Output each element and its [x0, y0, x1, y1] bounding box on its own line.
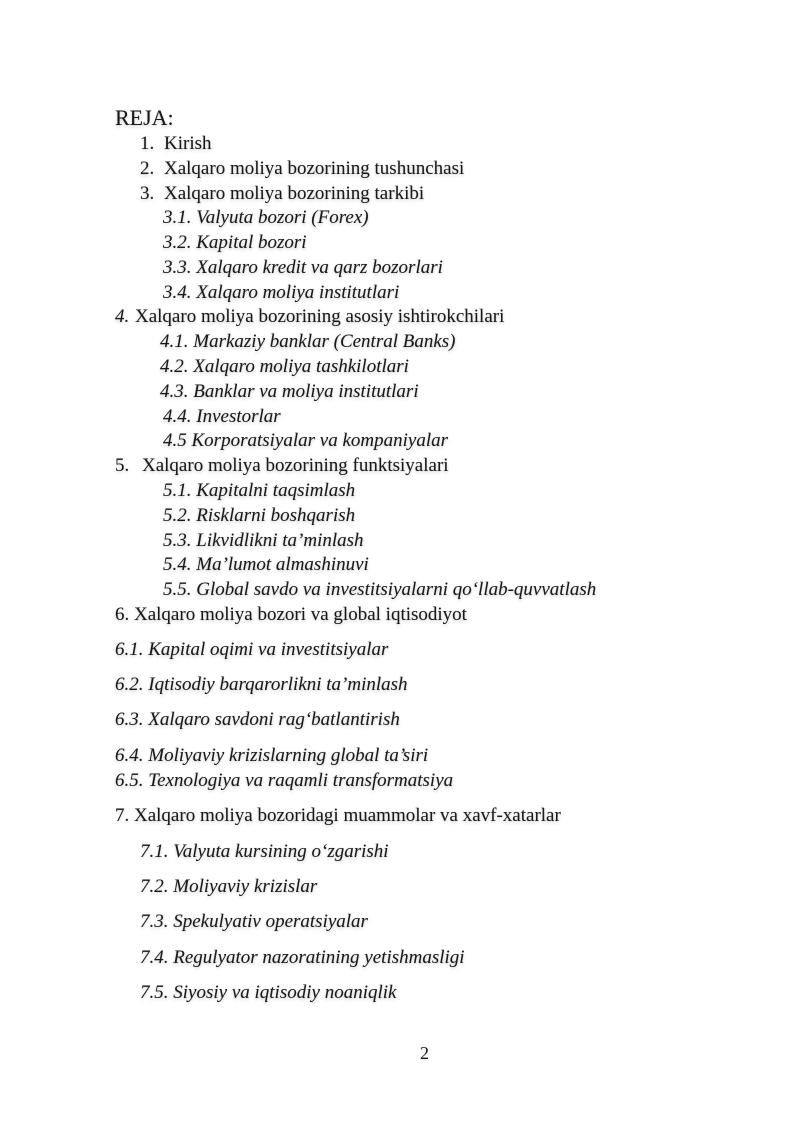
- toc-subitem-4-1: 4.1. Markaziy banklar (Central Banks): [160, 331, 456, 352]
- toc-subitem-7-1: 7.1. Valyuta kursining o‘zgarishi: [140, 841, 389, 862]
- toc-subitem-5-3: 5.3. Likvidlikni ta’minlash: [163, 530, 364, 551]
- toc-subitem-3-4: 3.4. Xalqaro moliya institutlari: [163, 282, 400, 303]
- toc-item-4: [115, 305, 504, 329]
- toc-subitem-5-4: 5.4. Ma’lumot almashinuvi: [163, 554, 369, 575]
- toc-item-2: [140, 157, 464, 181]
- toc-subitem-6-2: 6.2. Iqtisodiy barqarorlikni ta’minlash: [115, 674, 408, 695]
- toc-number: 2.: [140, 158, 155, 179]
- toc-subitem-5-2: 5.2. Risklarni boshqarish: [163, 505, 356, 526]
- page-number: 2: [420, 1043, 429, 1063]
- toc-subitem-6-3: 6.3. Xalqaro savdoni rag‘batlantirish: [115, 709, 400, 730]
- toc-subitem-4-3: 4.3. Banklar va moliya institutlari: [160, 381, 419, 402]
- toc-number: 5.: [115, 455, 130, 476]
- toc-subitem-7-2: 7.2. Moliyaviy krizislar: [140, 876, 318, 897]
- toc-subitem-3-2: 3.2. Kapital bozori: [163, 232, 307, 253]
- toc-item-3: [140, 182, 424, 206]
- toc-subitem-3-3: 3.3. Xalqaro kredit va qarz bozorlari: [163, 257, 443, 278]
- toc-item-7: 7. Xalqaro moliya bozoridagi muammolar va xavf-xatarlar: [115, 805, 561, 826]
- toc-subitem-7-5: 7.5. Siyosiy va iqtisodiy noaniqlik: [140, 982, 397, 1003]
- toc-number: 1.: [140, 133, 155, 154]
- toc-text: Xalqaro moliya bozorining funktsiyalari: [142, 455, 449, 476]
- toc-subitem-3-1: 3.1. Valyuta bozori (Forex): [163, 207, 369, 228]
- toc-subitem-5-1: 5.1. Kapitalni taqsimlash: [163, 480, 356, 501]
- toc-subitem-6-4: 6.4. Moliyaviy krizislarning global ta’siri: [115, 745, 429, 766]
- toc-subitem-4-2: 4.2. Xalqaro moliya tashkilotlari: [160, 356, 409, 377]
- toc-number: 4.: [115, 306, 130, 327]
- toc-text: Xalqaro moliya bozorining tushunchasi: [164, 158, 465, 179]
- toc-subitem-7-3: 7.3. Spekulyativ operatsiyalar: [140, 911, 368, 932]
- toc-item-1: [140, 132, 212, 156]
- toc-subitem-6-1: 6.1. Kapital oqimi va investitsiyalar: [115, 639, 389, 660]
- toc-text: Kirish: [164, 133, 212, 154]
- page-title: REJA:: [115, 105, 174, 130]
- toc-number: 3.: [140, 183, 155, 204]
- toc-subitem-6-5: 6.5. Texnologiya va raqamli transformatsiya: [115, 770, 454, 791]
- toc-subitem-4-4: 4.4. Investorlar: [163, 406, 281, 427]
- toc-text: Xalqaro moliya bozorining asosiy ishtirokchilari: [135, 306, 505, 327]
- toc-subitem-5-5: 5.5. Global savdo va investitsiyalarni qo‘llab-quvvatlash: [163, 579, 597, 600]
- toc-item-6: 6. Xalqaro moliya bozori va global iqtisodiyot: [115, 604, 467, 625]
- toc-subitem-4-5: 4.5 Korporatsiyalar va kompaniyalar: [163, 430, 448, 451]
- toc-text: Xalqaro moliya bozorining tarkibi: [164, 183, 425, 204]
- toc-item-5: [115, 454, 449, 478]
- toc-subitem-7-4: 7.4. Regulyator nazoratining yetishmasligi: [140, 947, 465, 968]
